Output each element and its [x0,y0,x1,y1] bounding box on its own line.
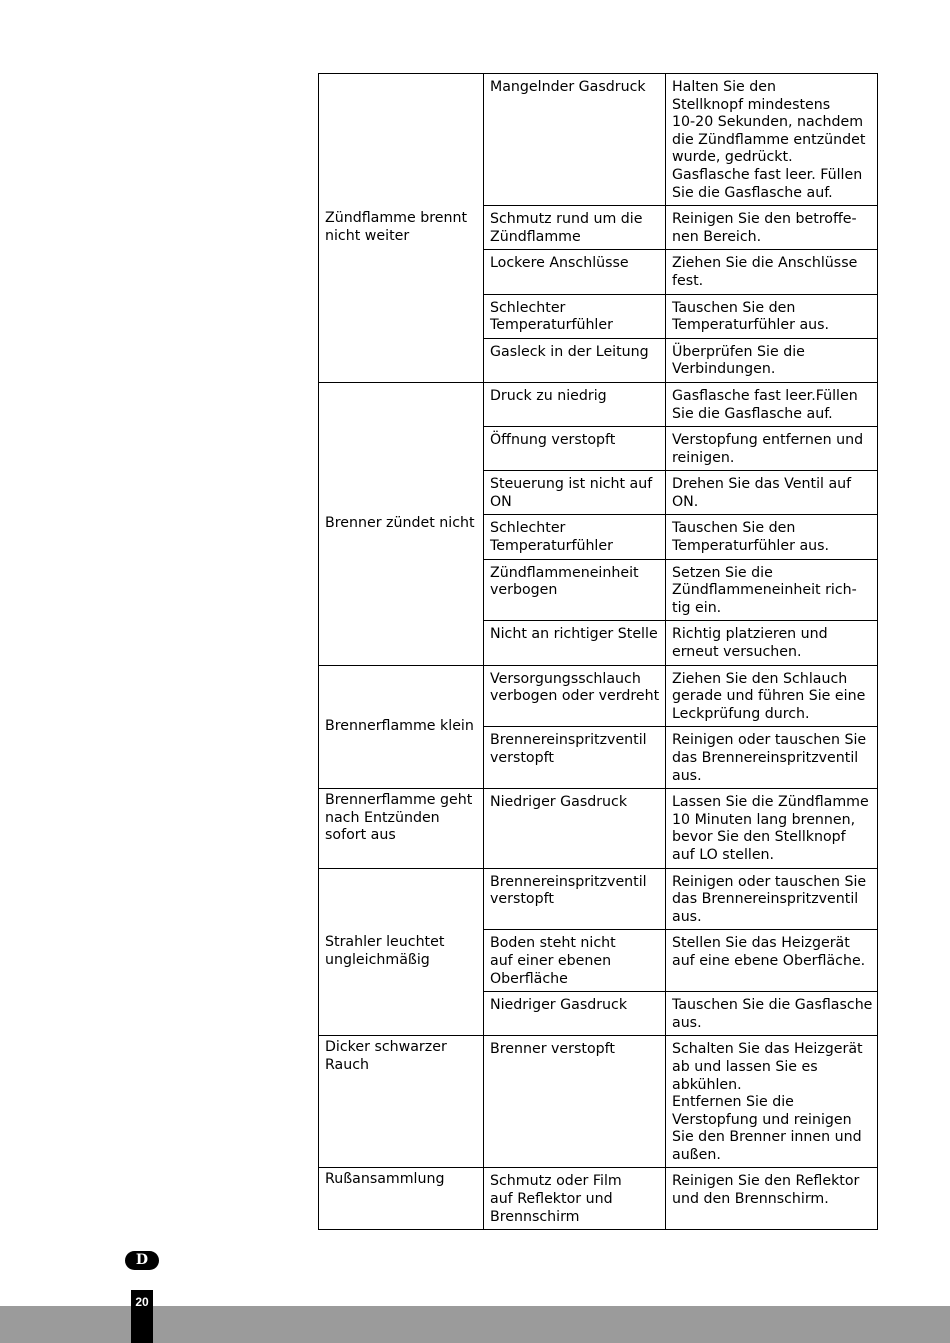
cause-cell [484,789,666,868]
solution-text: Zündflammeneinheit rich- [672,582,857,599]
solution-cell [666,515,878,559]
cause-cell [484,250,666,294]
solution-text: Drehen Sie das Ventil auf [672,476,852,493]
problem-text: Zündflamme brennt [325,210,468,227]
problem-text: Dicker schwarzer [325,1039,447,1056]
solution-text: abkühlen. [672,1076,742,1093]
cause-text: Schmutz oder Film [490,1173,622,1190]
solution-text: außen. [672,1146,721,1163]
solution-text: tig ein. [672,599,722,616]
solution-cell [666,665,878,727]
cause-text: Oberfläche [490,970,568,987]
solution-cell [666,1036,878,1168]
cause-text: Lockere Anschlüsse [490,255,629,272]
cause-text: verbogen [490,582,558,599]
cause-text: Brennereinspritzventil [490,873,647,890]
solution-text: erneut versuchen. [672,644,802,661]
cause-text: Boden steht nicht [490,935,616,952]
cause-text: verstopft [490,750,554,766]
solution-text: aus. [672,908,702,925]
solution-text: Verbindungen. [672,361,776,378]
cause-text: auf einer ebenen [490,952,612,969]
solution-text: nen Bereich. [672,228,762,245]
solution-cell [666,789,878,868]
table-row [319,665,878,727]
solution-text: fest. [672,272,704,289]
problem-text: Brenner zündet nicht [325,514,475,531]
table-row [319,789,878,868]
problem-text: Rauch [325,1056,370,1073]
solution-cell [666,868,878,930]
solution-text: Sie die Gasflasche auf. [672,184,833,201]
problem-cell [319,665,484,789]
solution-text: Verstopfung entfernen und [672,432,864,449]
language-badge: D [125,1251,159,1270]
solution-text: wurde, gedrückt. [672,149,793,166]
troubleshooting-table-body [319,74,878,1230]
problem-text: nach Entzünden [325,809,440,826]
solution-cell [666,621,878,665]
problem-text: Brennerflamme geht [325,792,473,809]
solution-cell [666,74,878,206]
solution-text: Sie den Brenner innen und [672,1129,862,1146]
table-row [319,382,878,426]
solution-text: das Brennereinspritzventil [672,750,859,766]
problem-text: ungleichmäßig [325,951,430,968]
cause-text: verbogen oder verdreht [490,688,660,705]
table-row [319,868,878,930]
table-row [319,1168,878,1230]
table-row [319,74,878,206]
cause-text: Schmutz rund um die [490,211,643,228]
cause-text: Temperaturfühler [490,317,613,334]
solution-cell [666,427,878,471]
cause-text: Niedriger Gasdruck [490,997,628,1014]
cause-cell [484,206,666,250]
cause-text: Zündflamme [490,228,581,245]
solution-text: Setzen Sie die [672,564,773,581]
solution-cell [666,206,878,250]
solution-text: Schalten Sie das Heizgerät [672,1041,863,1058]
solution-text: und den Brennschirm. [672,1191,829,1208]
cause-cell [484,338,666,382]
troubleshooting-table [318,73,878,1230]
cause-text: Temperaturfühler [490,538,613,555]
solution-text: Verstopfung und reinigen [672,1111,852,1128]
cause-text: Schlechter [490,520,566,537]
solution-text: 10-20 Sekunden, nachdem [672,114,864,131]
problem-text: sofort aus [325,827,396,844]
problem-cell [319,868,484,1036]
cause-text: Niedriger Gasdruck [490,794,628,811]
solution-text: die Zündflamme entzündet [672,131,866,148]
solution-text: reinigen. [672,449,735,466]
solution-text: aus. [672,1014,702,1031]
solution-cell [666,1168,878,1230]
solution-cell [666,471,878,515]
solution-text: Tauschen Sie den [672,520,796,537]
solution-cell [666,338,878,382]
cause-cell [484,868,666,930]
cause-text: verstopft [490,891,554,908]
problem-cell [319,789,484,868]
solution-cell [666,727,878,789]
cause-text: Nicht an richtiger Stelle [490,626,658,643]
cause-text: Druck zu niedrig [490,387,607,404]
solution-cell [666,250,878,294]
solution-text: Ziehen Sie den Schlauch [672,670,848,687]
solution-text: Richtig platzieren und [672,626,828,643]
solution-cell [666,382,878,426]
solution-text: Tauschen Sie die Gasflasche [672,997,873,1014]
solution-text: Temperaturfühler aus. [672,317,830,334]
cause-cell [484,992,666,1036]
solution-text: Entfernen Sie die [672,1094,794,1111]
cause-text: Mangelnder Gasdruck [490,79,646,95]
cause-text: auf Reflektor und [490,1191,613,1208]
solution-text: Reinigen oder tauschen Sie [672,732,867,749]
page-number: 20 [131,1290,153,1343]
solution-text: ab und lassen Sie es [672,1058,818,1075]
cause-cell [484,559,666,621]
solution-cell [666,992,878,1036]
cause-cell [484,427,666,471]
table-row [319,1036,878,1168]
problem-cell [319,382,484,665]
problem-text: nicht weiter [325,227,410,244]
cause-cell [484,1168,666,1230]
solution-text: auf eine ebene Oberfläche. [672,952,866,969]
cause-text: Gasleck in der Leitung [490,343,649,360]
solution-text: Leckprüfung durch. [672,705,810,722]
solution-text: das Brennereinspritzventil [672,891,859,908]
problem-text: Strahler leuchtet [325,934,445,951]
solution-text: Reinigen Sie den Reflektor [672,1173,860,1190]
solution-text: Halten Sie den [672,79,777,95]
solution-text: Lassen Sie die Zündflamme [672,794,869,811]
cause-text: Zündflammeneinheit [490,564,639,581]
solution-text: aus. [672,767,702,784]
solution-text: Reinigen Sie den betroffe- [672,211,857,228]
cause-cell [484,382,666,426]
solution-text: Reinigen oder tauschen Sie [672,873,867,890]
solution-cell [666,930,878,992]
solution-text: Temperaturfühler aus. [672,538,830,555]
solution-text: gerade und führen Sie eine [672,688,866,705]
problem-text: Brennerflamme klein [325,718,474,735]
solution-text: Sie die Gasflasche auf. [672,405,833,422]
cause-text: Versorgungsschlauch [490,670,641,687]
solution-text: Ziehen Sie die Anschlüsse [672,255,858,272]
cause-cell [484,74,666,206]
problem-cell [319,74,484,383]
cause-text: Schlechter [490,299,566,316]
solution-cell [666,559,878,621]
cause-cell [484,294,666,338]
cause-text: Brennschirm [490,1208,580,1225]
problem-text: Rußansammlung [325,1171,445,1188]
cause-text: Steuerung ist nicht auf [490,476,653,493]
solution-text: Gasflasche fast leer. Füllen [672,166,863,183]
solution-text: auf LO stellen. [672,846,775,863]
cause-cell [484,471,666,515]
cause-text: ON [490,493,512,510]
solution-text: Gasflasche fast leer.Füllen [672,387,858,404]
solution-text: ON. [672,493,699,510]
cause-cell [484,727,666,789]
solution-text: bevor Sie den Stellknopf [672,829,846,846]
cause-cell [484,665,666,727]
cause-text: Brenner verstopft [490,1041,615,1058]
solution-text: Überprüfen Sie die [672,343,805,360]
cause-text: Brennereinspritzventil [490,732,647,749]
solution-text: Stellen Sie das Heizgerät [672,935,850,952]
problem-cell [319,1036,484,1168]
solution-cell [666,294,878,338]
solution-text: Stellknopf mindestens [672,96,831,113]
cause-cell [484,930,666,992]
solution-text: 10 Minuten lang brennen, [672,811,856,828]
solution-text: Tauschen Sie den [672,299,796,316]
problem-cell [319,1168,484,1230]
cause-cell [484,515,666,559]
cause-cell [484,1036,666,1168]
cause-text: Öffnung verstopft [490,432,616,449]
cause-cell [484,621,666,665]
